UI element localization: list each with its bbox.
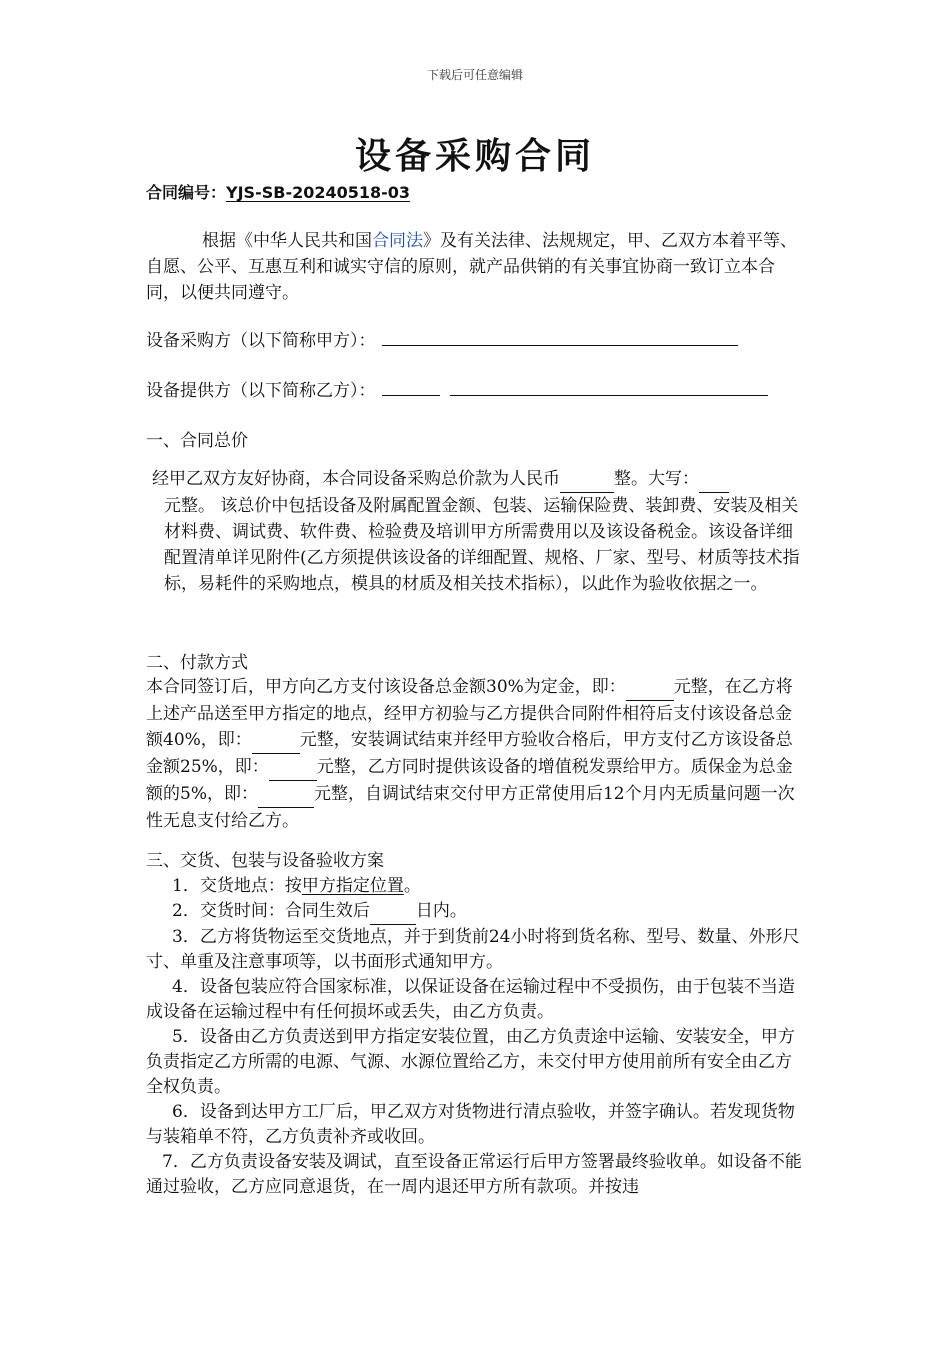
- contract-number-label: 合同编号：: [146, 183, 227, 202]
- price-blank[interactable]: [560, 466, 614, 493]
- list-item-2: [146, 899, 806, 925]
- delivery-location-value: 甲方指定位置: [301, 876, 404, 896]
- deposit-blank[interactable]: [626, 674, 674, 701]
- warranty-blank[interactable]: [258, 781, 314, 808]
- document-title: 设备采购合同: [354, 135, 595, 177]
- s2-text-2: 元整，在乙方将上述产品送至甲方指定的地点，经甲方初验与乙方提供合同附件相符后支付该设备总金额40%，即：: [146, 677, 793, 750]
- contract-number-value: YJS-SB-20240518-03: [226, 183, 411, 202]
- item-2-text: 2．交货时间：合同生效后: [172, 901, 370, 921]
- seller-name-blank-1[interactable]: [382, 377, 440, 396]
- contract-number: [146, 180, 410, 203]
- section-2-body: [146, 674, 806, 834]
- list-item-6: 6．设备到达甲方工厂后，甲乙双方对货物进行清点验收，并签字确认。若发现货物与装箱单不符，乙方负责补齐或收回。: [146, 1102, 795, 1147]
- buyer-line: [146, 327, 738, 354]
- s1-text-a: 经甲乙双方友好协商，本合同设备采购总价款为人民币: [152, 469, 560, 489]
- list-item-5: 5．设备由乙方负责送到甲方指定安装位置，由乙方负责途中运输、安装安全，甲方负责指定乙方所需的电源、气源、水源位置给乙方，未交付甲方使用前所有安全由乙方全权负责。: [146, 1027, 795, 1097]
- s1-text-b: 整。大写：: [614, 469, 699, 489]
- item-1-end: 。: [403, 876, 421, 896]
- item-2-end: 日内。: [415, 901, 467, 921]
- section-1-body: [152, 466, 802, 597]
- seller-line: [146, 377, 768, 404]
- buyer-label: 设备采购方（以下简称甲方）：: [146, 331, 376, 351]
- intro-paragraph: [146, 228, 806, 306]
- list-item-4: 4．设备包装应符合国家标准，以保证设备在运输过程中不受损伤，由于包装不当造成设备在运输过程中有任何损坏或丢失，由乙方负责。: [146, 977, 795, 1022]
- second-payment-blank[interactable]: [252, 727, 300, 754]
- list-item-7: 7．乙方负责设备安装及调试，直至设备正常运行后甲方签署最终验收单。如设备不能通过验收，乙方应同意退货，在一周内退还甲方所有款项。并按违: [146, 1152, 802, 1197]
- s2-text-4: 元整，乙方同时提供该设备的增值税发票给甲方。质保金为总金额的5%，即：: [146, 757, 793, 804]
- intro-text-1: 根据《中华人民共和国: [202, 231, 372, 251]
- header-watermark: 下载后可任意编辑: [426, 68, 523, 82]
- s2-text-1: 本合同签订后，甲方向乙方支付该设备总金额30%为定金，即：: [146, 677, 626, 697]
- seller-label: 设备提供方（以下简称乙方）：: [146, 381, 376, 401]
- s1-text-c: 元整。 该总价中包括设备及附属配置金额、包装、运输保险费、装卸费、安装及相关材料费、调试费、软件费、检验费及培训甲方所需费用以及该设备税金。该设备详细配置清单详见附件(乙方须提供该设备的详细配置、规格、厂家、型号、材质等技术指标，易耗件的采购地点，模具的材质及相关技术指标），以此作为验收依据之一。: [164, 496, 800, 594]
- s2-text-5: 元整，自调试结束交付甲方正常使用后12个月内无质量问题一次性无息支付给乙方。: [146, 784, 795, 831]
- intro-text-2: 》及有关法律、法规规定，甲、乙双方本着平等、自愿、公平、互惠互利和诚实守信的原则，就产品供销的有关事宜协商一致订立本合同，以便共同遵守。: [146, 231, 797, 303]
- section-1-heading: 一、合同总价: [146, 431, 248, 451]
- contract-law-link[interactable]: 合同法: [372, 231, 423, 251]
- section-3-heading: 三、交货、包装与设备验收方案: [146, 851, 384, 871]
- seller-name-blank-2[interactable]: [450, 377, 768, 396]
- item-1-text: 1．交货地点：按: [172, 876, 302, 896]
- section-2-heading: 二、付款方式: [146, 653, 248, 673]
- price-words-blank[interactable]: [699, 466, 729, 493]
- list-item-3: 3．乙方将货物运至交货地点，并于到货前24小时将到货名称、型号、数量、外形尺寸、单重及注意事项等，以书面形式通知甲方。: [146, 927, 800, 972]
- section-3-list: [146, 874, 806, 1200]
- buyer-name-blank[interactable]: [382, 327, 738, 346]
- s2-text-3: 元整，安装调试结束并经甲方验收合格后，甲方支付乙方该设备总金额25%，即：: [146, 730, 793, 777]
- list-item-1: [146, 874, 806, 899]
- third-payment-blank[interactable]: [269, 754, 317, 781]
- delivery-days-blank[interactable]: [370, 899, 416, 925]
